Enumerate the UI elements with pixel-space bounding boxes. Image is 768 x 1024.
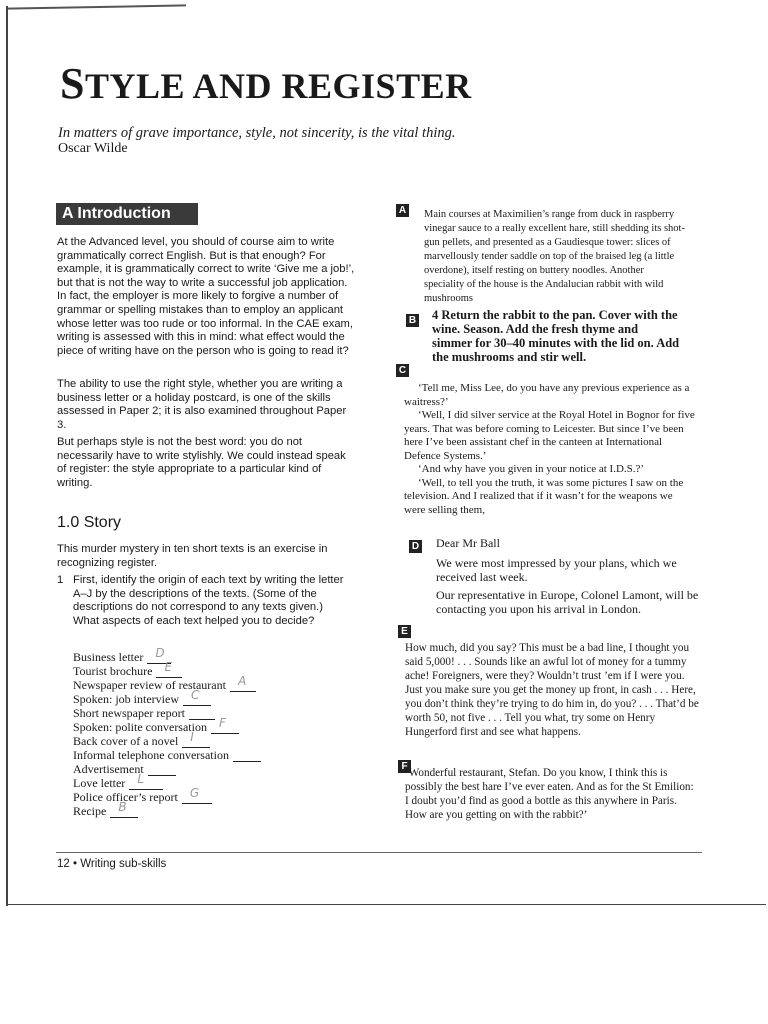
footer-section: Writing sub-skills: [80, 858, 167, 870]
answer-blank[interactable]: [183, 688, 211, 706]
page-title: [60, 58, 472, 109]
scan-edge-left: [6, 6, 8, 906]
section-heading-introduction: A Introduction: [56, 203, 198, 225]
text-b-recipe: 4 Return the rabbit to the pan. Cover with the wine. Season. Add the fresh thyme and simmer for 30–40 minutes with the lid on. Add the mushrooms and stir well.: [432, 308, 680, 364]
answer-blank[interactable]: [211, 716, 239, 734]
list-item: [73, 762, 261, 776]
dialogue-line: ‘And why have you given in your notice at I.D.S.?’: [418, 463, 645, 475]
dialogue-line: ‘Tell me, Miss Lee, do you have any previous experience as a waitress?’: [404, 382, 690, 408]
list-item: [73, 730, 261, 748]
item-label: Newspaper review of restaurant: [73, 678, 226, 692]
scan-edge-bottom: [6, 904, 766, 905]
list-item: [73, 674, 261, 692]
answer-blank[interactable]: [156, 660, 182, 678]
list-item: [73, 716, 261, 734]
instruction-number: 1: [57, 574, 64, 586]
text-label-a: A: [396, 204, 409, 217]
intro-paragraph-1: At the Advanced level, you should of course aim to write grammatically correct English. But is that enough? For example, it is grammatically correct to write ‘Give me a job!’, but that is not the way to write a successful job application. In fact, the employer is more likely to forgive a number of grammar or spelling mistakes than to employ an applicant whose letter was too rude or too informal. In the CAE exam, writing is assessed with this in mind: what effect would the piece of writing have on the person who is going to read it?: [57, 236, 355, 357]
handwritten-answer: C: [190, 688, 200, 702]
epigraph-author: Oscar Wilde: [58, 141, 128, 156]
item-label: Informal telephone conversation: [73, 748, 229, 762]
answer-blank[interactable]: [233, 749, 261, 762]
handwritten-answer: L: [137, 772, 144, 786]
text-a-review: Main courses at Maximilien’s range from duck in raspberry vinegar sauce to a really excellent hare, still shedding its shot-gun pellets, and presented as a Gaudiesque tower: slices of marvellously tender saddle on top of the braised leg (a little overdone), itself resting on buttery noodles. Another speciality of the house is the Andalucian rabbit with wild mushrooms: [424, 209, 685, 304]
text-label-f: F: [398, 760, 411, 773]
answer-blank[interactable]: [189, 707, 215, 720]
handwritten-answer: I: [190, 730, 194, 744]
letter-salutation: Dear Mr Ball: [436, 536, 500, 550]
story-heading: 1.0 Story: [57, 514, 122, 531]
story-intro: This murder mystery in ten short texts is an exercise in recognizing register.: [57, 543, 328, 569]
text-label-b: B: [406, 314, 419, 327]
answer-blank[interactable]: [110, 800, 138, 818]
item-label: Spoken: polite conversation: [73, 720, 207, 734]
footer-bullet: •: [73, 858, 78, 870]
letter-paragraph: We were most impressed by your plans, which we received last week.: [436, 556, 677, 584]
list-item: [73, 660, 261, 678]
answer-blank[interactable]: [148, 763, 176, 776]
dialogue-line: ‘Well, I did silver service at the Royal Hotel in Bognor for five years. That was before coming to Leicester. But since I’ve been here I’ve been assistant chef in the canteen at International Defence Systems.’: [404, 409, 695, 462]
intro-paragraph-2: The ability to use the right style, whether you are writing a business letter or a holiday postcard, is one of the skills assessed in Paper 2; it is also examined throughout Paper 3.: [57, 378, 347, 431]
list-item: [73, 786, 261, 804]
intro-paragraph-3: But perhaps style is not the best word: you do not necessarily have to write stylishly. We could instead speak of register: the style appropriate to a particular kind of writing.: [57, 436, 346, 489]
item-label: Short newspaper report: [73, 706, 185, 720]
answer-blank[interactable]: [129, 772, 163, 790]
list-item: [73, 800, 261, 818]
scan-edge-top: [6, 4, 186, 9]
text-label-c: C: [396, 364, 409, 377]
item-label: Recipe: [73, 804, 107, 818]
title-rest: TYLE AND REGISTER: [84, 66, 472, 106]
page-footer: [57, 858, 166, 870]
item-label: Police officer’s report: [73, 790, 178, 804]
item-label: Spoken: job interview: [73, 692, 179, 706]
text-label-d: D: [409, 540, 422, 553]
handwritten-answer: A: [237, 674, 247, 688]
answer-blank[interactable]: [182, 730, 210, 748]
list-item: [73, 688, 261, 706]
item-label: Business letter: [73, 650, 144, 664]
list-item: [73, 772, 261, 790]
handwritten-answer: F: [218, 716, 226, 730]
exercise-instruction: [57, 574, 347, 628]
dialogue-line: ‘Well, to tell you the truth, it was some pictures I saw on the television. And I realized that if it wasn’t for the weapons we were selling them,: [404, 476, 684, 516]
description-list: [73, 646, 261, 818]
handwritten-answer: E: [164, 660, 173, 674]
instruction-text: First, identify the origin of each text by writing the letter A–J by the descriptions of the texts. (Some of the descriptions do not correspond to any texts given.) What aspects of each text helped you to decide?: [73, 574, 344, 627]
letter-paragraph: Our representative in Europe, Colonel Lamont, will be contacting you upon his arrival in London.: [436, 588, 699, 616]
text-d-letter: [436, 556, 700, 620]
answer-blank[interactable]: [230, 674, 256, 692]
text-e-phone-call: How much, did you say? This must be a bad line, I thought you said 5,000! . . . Sounds like an awful lot of money for a tummy ache! Foreigners, were they? Wouldn’t trust ’em if I were you. Just you make sure you get the money up front, in cash . . . Here, you don’t think they’re trying to do him in, do you? . . . That’d be worth 50, not five . . . Tell you what, try some on Henry Hungerford first and see what happens.: [405, 642, 699, 738]
answer-blank[interactable]: [182, 786, 212, 804]
title-initial: S: [60, 59, 85, 108]
list-item: [73, 748, 261, 762]
handwritten-answer: D: [155, 646, 165, 660]
text-f-conversation: ‘Wonderful restaurant, Stefan. Do you know, I think this is possibly the best hare I’ve ever eaten. And as for the St Emilion: I doubt you’d find as good a bottle as this anywhere in Paris. How are you getting on with the rabbit?’: [405, 767, 694, 821]
item-label: Tourist brochure: [73, 664, 153, 678]
text-c-interview: [404, 382, 696, 517]
text-label-e: E: [398, 625, 411, 638]
list-item: [73, 706, 261, 720]
epigraph-quote: In matters of grave importance, style, not sincerity, is the vital thing.: [58, 125, 456, 141]
item-label: Back cover of a novel: [73, 734, 179, 748]
handwritten-answer: B: [118, 800, 127, 814]
page-number: 12: [57, 858, 70, 870]
handwritten-answer: G: [189, 786, 200, 800]
footer-rule: [56, 852, 702, 853]
item-label: Love letter: [73, 776, 126, 790]
item-label: Advertisement: [73, 762, 144, 776]
